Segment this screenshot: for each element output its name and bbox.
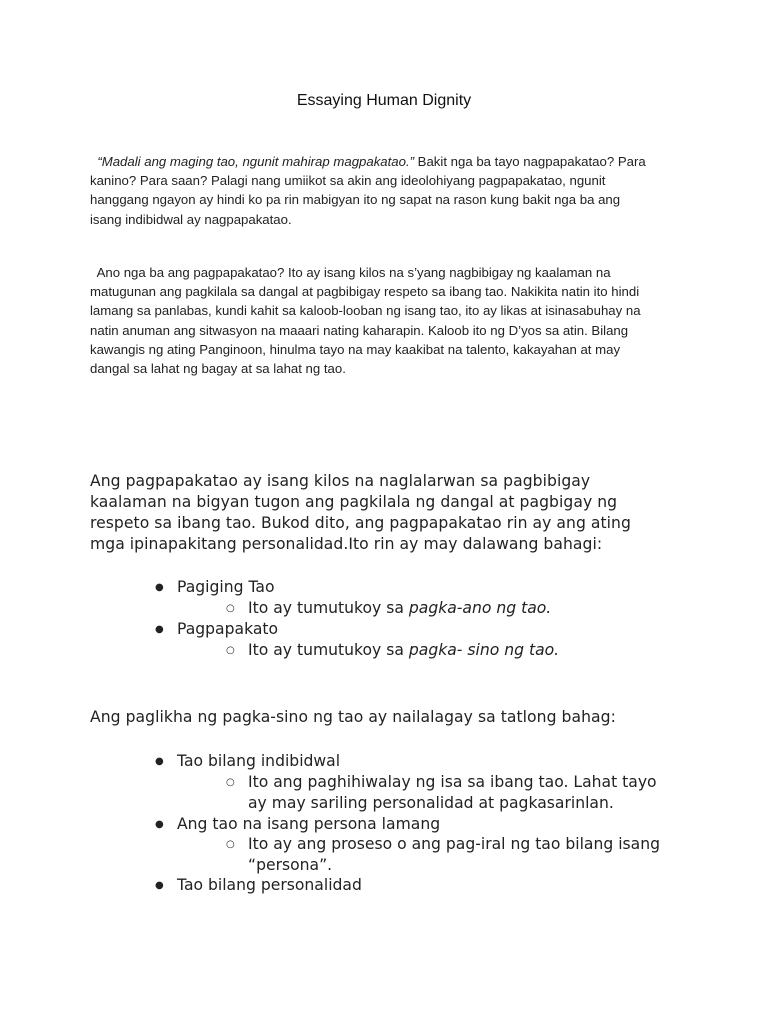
list-item-label: Tao bilang personalidad [177,876,362,894]
sub-item-text: Ito ay tumutukoy sa [248,641,409,659]
sub-bullet-icon: ○ [226,645,235,656]
fourth-paragraph [90,707,710,728]
sub-list-item [226,772,657,814]
list-item-label: Pagiging Tao [177,578,275,596]
sub-item-italic: pagka- sino ng tao. [408,641,560,659]
bullet-icon: ● [155,582,164,593]
list-item [155,814,441,835]
paragraph-line: natin anuman ang sitwasyon na maaari nating kaharapin. Kaloob ito ng D’yos sa atin. Bilang [90,322,629,338]
sub-item-italic: pagka-ano ng tao. [408,599,552,617]
bullet-icon: ● [155,756,164,767]
paragraph-line: isang indibidwal ay nagpapakatao. [90,211,292,227]
quote-text: “Madali ang maging tao, ngunit mahirap magpakatao.” [97,154,415,169]
paragraph-line [90,152,690,171]
list-item [155,875,362,896]
paragraph-line: kanino? Para saan? Palagi nang umiikot sa akin ang ideolohiyang pagpapakatao, ngunit [90,173,606,189]
bullet-icon: ● [155,624,164,635]
paragraph-line: Ano nga ba ang pagpapakatao? Ito ay isang kilos na s’yang nagbibigay ng kaalaman na [90,265,611,280]
list-item [155,577,275,598]
bullet-icon: ● [155,819,164,830]
paragraph-line: kaalaman na bigyan tugon ang pagkilala ng dangal at pagbigay ng [90,493,618,511]
sub-bullet-icon: ○ [226,839,235,850]
sub-item-line: Ito ang paghihiwalay ng isa sa ibang tao. Lahat tayo [248,773,657,791]
second-paragraph [90,263,690,378]
sub-list-item [226,834,661,876]
bullet-icon: ● [155,880,164,891]
paragraph-line: mga ipinapakitang personalidad.Ito rin ay may dalawang bahagi: [90,535,603,553]
line-text: Bakit nga ba tayo nagpapakatao? Para [414,154,646,169]
list-item-label: Pagpapakato [177,620,279,638]
intro-paragraph [90,152,690,229]
sub-bullet-icon: ○ [226,777,235,788]
paragraph-line: hanggang ngayon ay hindi ko pa rin mabigyan ito ng sapat na rason kung bakit nga ba ang [90,192,621,208]
sub-item-line: Ito ay ang proseso o ang pag-iral ng tao bilang isang [248,835,661,853]
document-title: Essaying Human Dignity [296,92,472,109]
sub-list-item [226,640,560,661]
list-item-label: Ang tao na isang persona lamang [177,815,441,833]
third-paragraph [90,471,710,555]
paragraph-line: matugunan ang pagkilala sa dangal at pagbibigay respeto sa ibang tao. Nakikita natin ito hindi [90,284,640,300]
list-item-label: Tao bilang indibidwal [177,752,341,770]
sub-item-line: ay may sariling personalidad at pagkasarinlan. [248,794,614,812]
list-item [155,751,341,772]
sub-bullet-icon: ○ [226,603,235,614]
sub-list-item [226,598,552,619]
sub-item-text: Ito ay tumutukoy sa [248,599,409,617]
paragraph-line: kawangis ng ating Panginoon, hinulma tayo na may kaakibat na talento, kakayahan at may [90,341,621,357]
paragraph-line: respeto sa ibang tao. Bukod dito, ang pagpapakatao rin ay ang ating [90,514,631,532]
sub-item-line: “persona”. [248,856,333,874]
paragraph-line: lamang sa panlabas, kundi kahit sa kaloob-looban ng isang tao, ito ay likas at isinasabuhay na [90,303,641,319]
paragraph-line: dangal sa lahat ng bagay at sa lahat ng tao. [90,361,346,377]
paragraph-line: Ang pagpapakatao ay isang kilos na naglalarwan sa pagbibigay [90,472,591,490]
list-item [155,619,279,640]
paragraph-line: Ang paglikha ng pagka-sino ng tao ay nailalagay sa tatlong bahag: [90,708,616,726]
